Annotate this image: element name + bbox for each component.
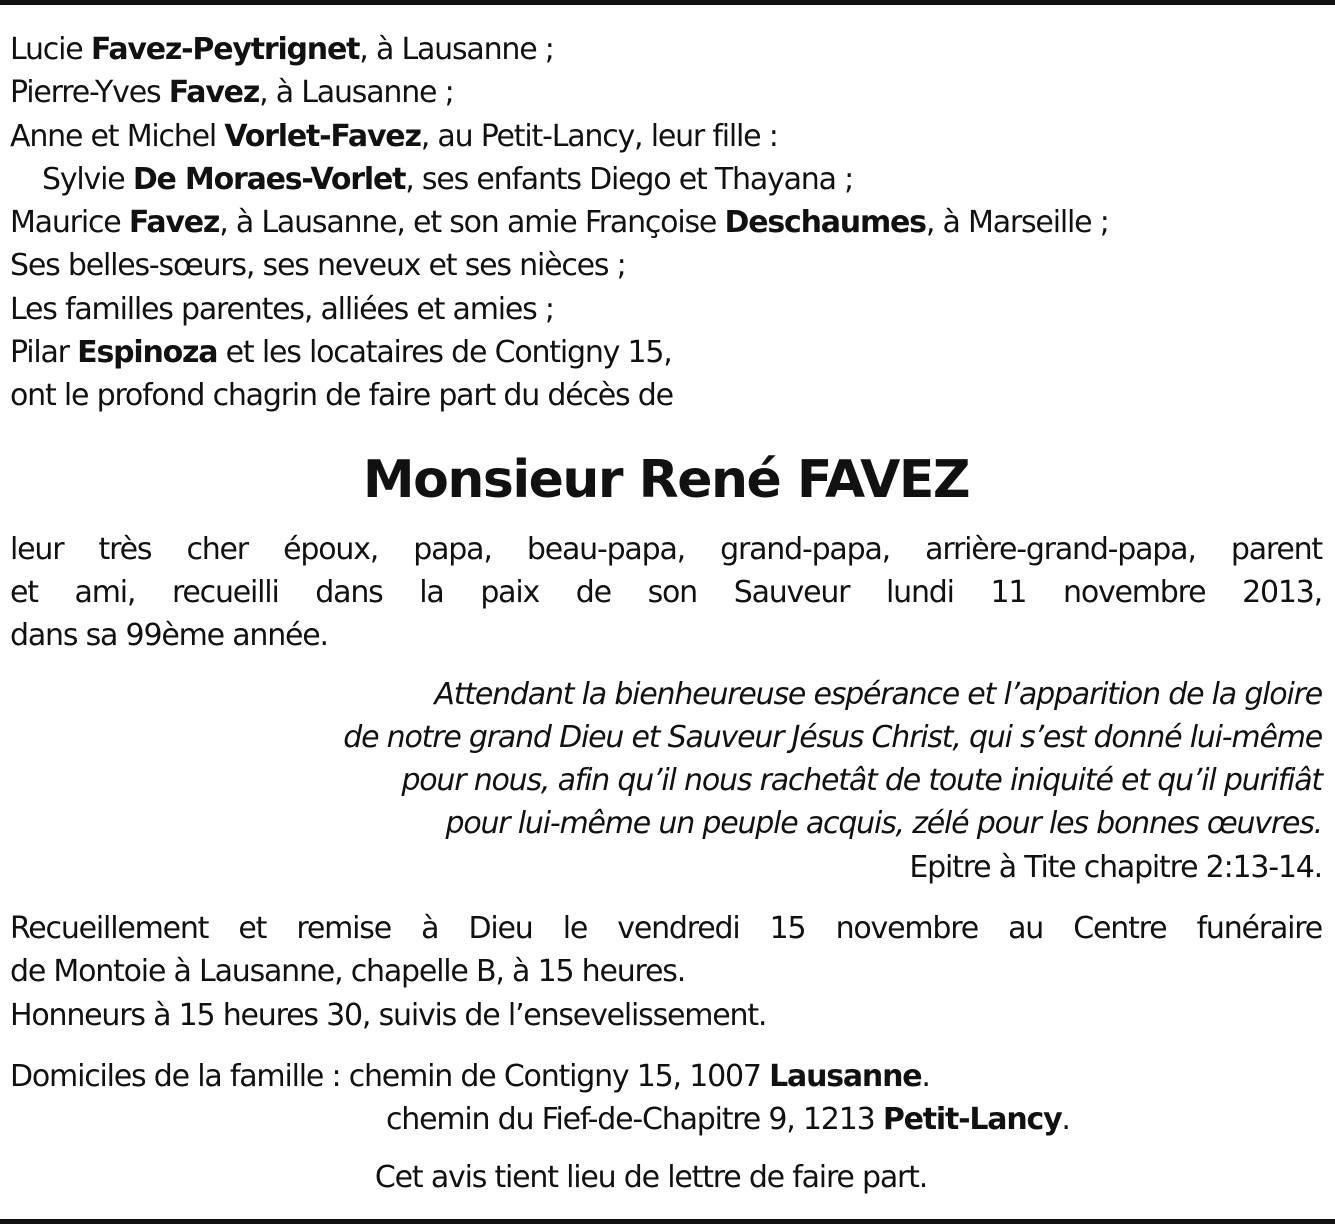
family-name: De Moraes-Vorlet — [132, 161, 406, 197]
deceased-name: Monsieur René FAVEZ — [362, 449, 970, 510]
domicile-line — [10, 1098, 1322, 1141]
text: Pilar — [10, 335, 78, 371]
quote-line: pour nous, afin qu’il nous rachetât de toute iniquité et qu’il purifiât — [401, 763, 1322, 799]
top-rule — [0, 0, 1335, 5]
honours-line: Honneurs à 15 heures 30, suivis de l’ensevelissement. — [10, 997, 767, 1033]
family-line — [10, 331, 1322, 374]
address: chemin du Fief-de-Chapitre 9, 1213 — [386, 1102, 883, 1138]
description-line: leur très cher époux, papa, beau-papa, grand-papa, arrière-grand-papa, parent — [10, 531, 1322, 567]
text: Sylvie — [42, 161, 133, 197]
family-line: Ses belles-sœurs, ses neveux et ses nièces ; — [10, 248, 626, 284]
quote-line: de notre grand Dieu et Sauveur Jésus Christ, qui s’est donné lui-même — [343, 719, 1322, 755]
family-name: Favez-Peytrignet — [90, 32, 360, 67]
family-line — [10, 71, 1322, 114]
text: , à Lausanne, et son amie Françoise — [219, 205, 725, 241]
text: , à Lausanne ; — [359, 32, 554, 67]
text: Pierre-Yves — [10, 75, 169, 111]
family-line — [10, 201, 1322, 244]
closing-note: Cet avis tient lieu de lettre de faire part. — [374, 1159, 928, 1195]
text: Maurice — [10, 205, 129, 241]
family-list — [10, 28, 1322, 418]
text: , ses enfants Diego et Thayana ; — [405, 161, 854, 197]
domicile-line — [10, 1055, 1322, 1098]
address: chemin de Contigny 15, 1007 — [348, 1058, 770, 1094]
text: Lucie — [10, 32, 91, 67]
ceremony-info — [10, 907, 1322, 1037]
bible-quote — [10, 673, 1322, 889]
text: . — [1061, 1102, 1070, 1138]
ceremony-line: Recueillement et remise à Dieu le vendredi 15 novembre au Centre funéraire — [10, 911, 1322, 947]
city: Lausanne — [769, 1058, 922, 1094]
family-line — [10, 28, 1322, 71]
quote-reference: Epitre à Tite chapitre 2:13-14. — [909, 849, 1322, 885]
description — [10, 528, 1322, 658]
ceremony-line: de Montoie à Lausanne, chapelle B, à 15 heures. — [10, 954, 686, 990]
family-name: Deschaumes — [724, 205, 926, 241]
quote-line: pour lui-même un peuple acquis, zélé pour les bonnes œuvres. — [445, 806, 1322, 842]
description-line: dans sa 99ème année. — [10, 618, 328, 654]
announcement-line: ont le profond chagrin de faire part du décès de — [10, 378, 673, 414]
bottom-rule — [0, 1219, 1335, 1224]
domicile-label: Domiciles de la famille : — [10, 1058, 349, 1094]
description-line: et ami, recueilli dans la paix de son Sauveur lundi 11 novembre 2013, — [10, 574, 1322, 610]
family-name: Favez — [168, 75, 260, 111]
family-line: Les familles parentes, alliées et amies ; — [10, 291, 554, 327]
text: et les locataires de Contigny 15, — [217, 335, 672, 371]
text: , à Marseille ; — [925, 205, 1109, 241]
family-name: Vorlet-Favez — [224, 118, 421, 154]
family-line — [10, 158, 1322, 201]
city: Petit-Lancy — [882, 1102, 1062, 1138]
domiciles — [10, 1055, 1322, 1142]
text: , à Lausanne ; — [259, 75, 454, 111]
family-line — [10, 115, 1322, 158]
family-name: Espinoza — [77, 335, 218, 371]
text: . — [921, 1058, 930, 1094]
text: Anne et Michel — [10, 118, 225, 154]
obituary-notice — [10, 28, 1322, 1199]
quote-line: Attendant la bienheureuse espérance et l’apparition de la gloire — [434, 676, 1322, 712]
family-name: Favez — [128, 205, 220, 241]
text: , au Petit-Lancy, leur fille : — [420, 118, 778, 154]
